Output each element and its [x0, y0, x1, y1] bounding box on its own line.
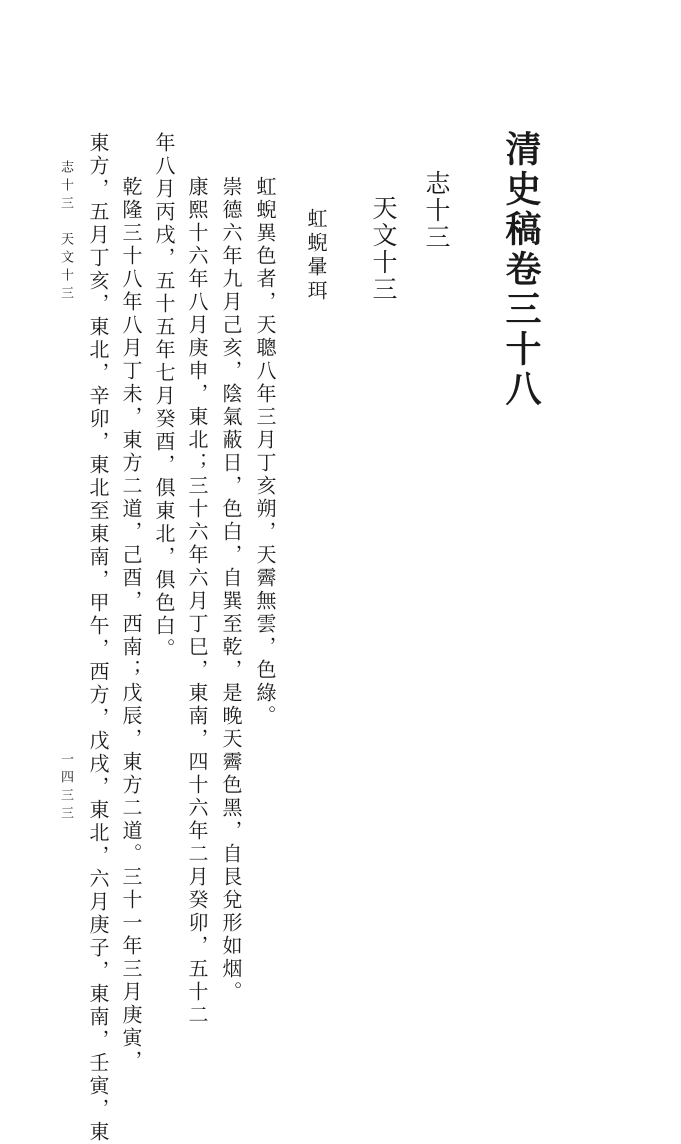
page-number: 一四三三: [58, 752, 73, 824]
text-column: 康熙十六年八月庚申，東北；三十六年六月丁巳，東南，四十六年二月癸卯，五十二: [185, 176, 209, 1027]
section-heading: 天文十三: [369, 195, 398, 303]
treatise-heading: 志十三: [422, 170, 451, 251]
subsection-heading: 虹蜺暈珥: [304, 208, 328, 304]
text-column: 年八月丙戌，五十五年七月癸酉，俱東北，俱色白。: [152, 132, 176, 661]
text-column: 東方，五月丁亥，東北，辛卯，東北至東南，甲午，西方，戊戌，東北，六月庚子，東南，壬寅，東: [86, 132, 110, 1144]
text-column: 乾隆三十八年八月丁未，東方二道，己酉，西南；戊辰，東方二道。三十一年三月庚寅，: [119, 176, 143, 1073]
text-column: 虹蜺異色者，天聰八年三月丁亥朔，天霽無雲，色綠。: [253, 176, 277, 728]
running-head: 志十三 天文十三: [58, 160, 73, 304]
text-column: 崇德六年九月己亥，陰氣蔽日，色白，自巽至乾，是晚天霽色黑，自艮兌形如烟。: [219, 176, 243, 1004]
book-title: 清史稿卷三十八: [500, 130, 542, 410]
